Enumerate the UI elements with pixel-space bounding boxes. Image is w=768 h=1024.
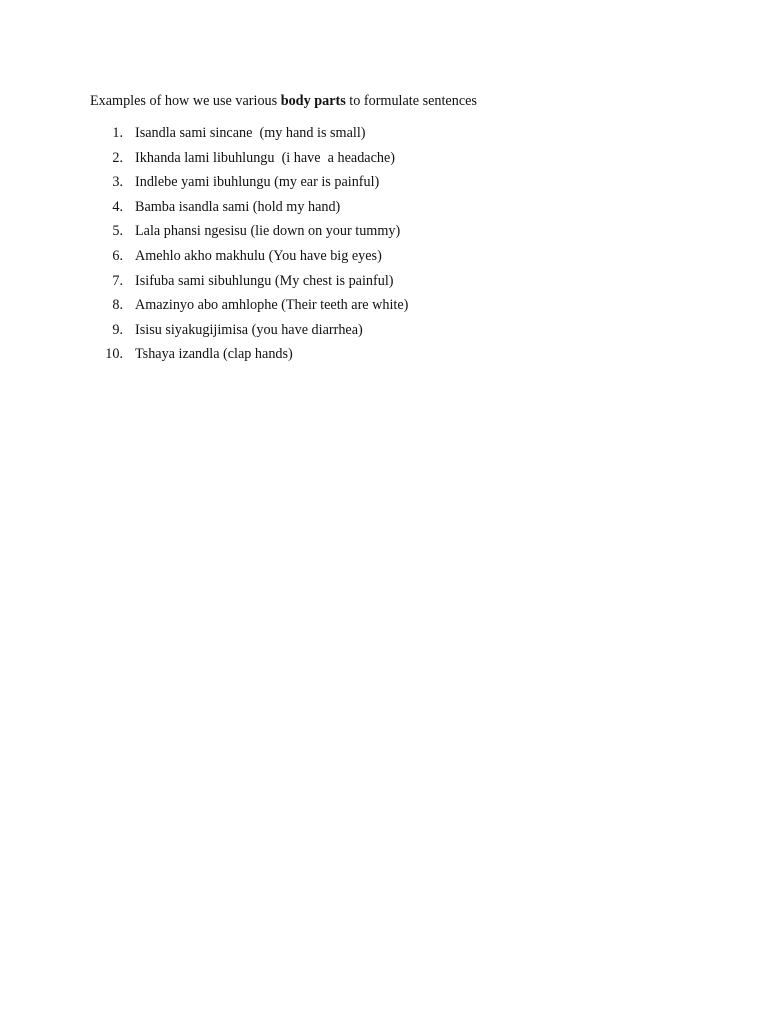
list-item-text: Tshaya izandla (clap hands) — [135, 346, 293, 363]
list-item-text: Isandla sami sincane (my hand is small) — [135, 125, 366, 141]
list-item-number: 6. — [112, 247, 123, 264]
list-item-text: Ikhanda lami libuhlungu (i have a headache) — [135, 149, 396, 166]
list-item-number: 4. — [112, 198, 123, 215]
intro-text-after: to formulate sentences — [345, 93, 477, 109]
list-item-number: 9. — [112, 321, 123, 338]
list-item-number: 3. — [112, 174, 123, 191]
list-item-number: 1. — [112, 125, 123, 141]
list-item-text: Isifuba sami sibuhlungu (My chest is painful) — [135, 272, 394, 289]
list-item-number: 5. — [112, 223, 123, 240]
intro-paragraph — [90, 92, 477, 110]
list-item-number: 7. — [112, 272, 123, 289]
list-item-text: Isisu siyakugijimisa (you have diarrhea) — [135, 321, 363, 338]
list-item-text: Lala phansi ngesisu (lie down on your tummy) — [135, 223, 401, 240]
list-item-number: 2. — [112, 149, 123, 166]
list-item-number: 10. — [105, 346, 123, 363]
list-item-number: 8. — [112, 297, 123, 314]
list-item-text: Amehlo akho makhulu (You have big eyes) — [135, 247, 382, 264]
intro-text-before: Examples of how we use various — [90, 93, 281, 109]
intro-text-bold: body parts — [280, 93, 346, 109]
list-item-text: Bamba isandla sami (hold my hand) — [135, 198, 341, 215]
list-item-text: Indlebe yami ibuhlungu (my ear is painful) — [135, 174, 380, 191]
list-item-text: Amazinyo abo amhlophe (Their teeth are white) — [135, 297, 409, 314]
